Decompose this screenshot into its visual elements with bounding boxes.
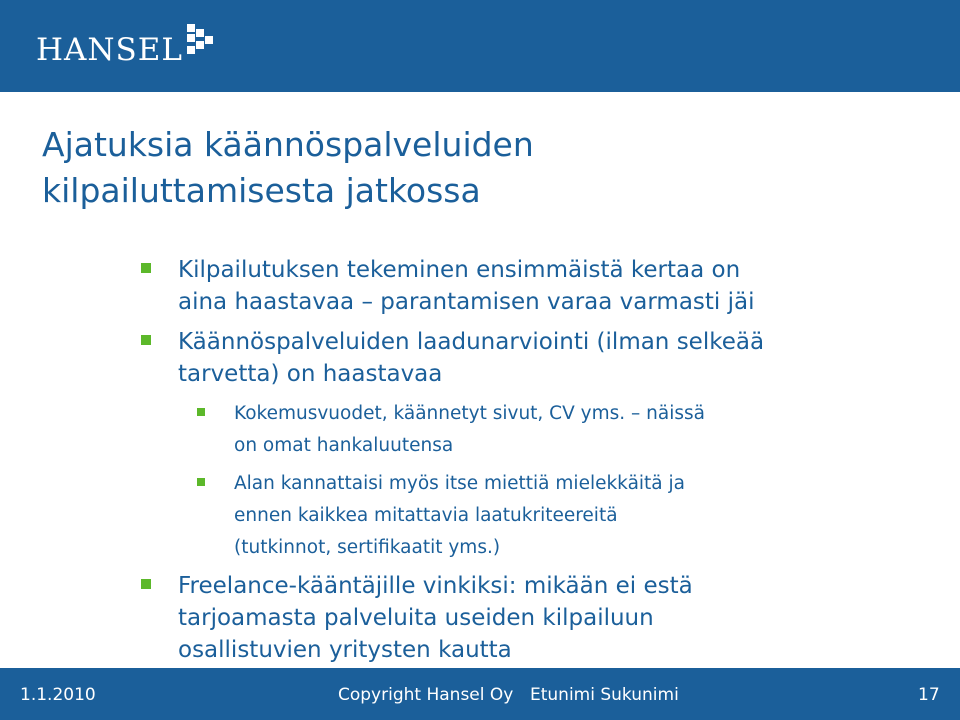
bullet-item bbox=[0, 254, 858, 318]
bullet-item bbox=[0, 570, 858, 666]
bullet-item bbox=[0, 326, 858, 390]
slide-title bbox=[42, 122, 922, 214]
bullet-line: aina haastavaa – parantamisen varaa varmasti jäi bbox=[178, 289, 755, 315]
bullet-square-icon bbox=[141, 579, 151, 589]
footer-copyright: Copyright Hansel Oy bbox=[338, 685, 514, 705]
slide-footer bbox=[0, 668, 960, 720]
bullet-line: (tutkinnot, sertifikaatit yms.) bbox=[234, 537, 501, 558]
page-number: 17 bbox=[918, 685, 940, 705]
bullet-square-icon bbox=[197, 408, 205, 416]
footer-date: 1.1.2010 bbox=[20, 685, 96, 705]
footer-author: Etunimi Sukunimi bbox=[530, 685, 679, 705]
bullet-line: ennen kaikkea mitattavia laatukriteereitä bbox=[234, 505, 618, 526]
bullet-line: Käännöspalveluiden laadunarviointi (ilman selkeää bbox=[178, 329, 765, 355]
bullet-line: Kokemusvuodet, käännetyt sivut, CV yms. – näissä bbox=[234, 403, 705, 424]
slide-header bbox=[0, 0, 960, 92]
bullet-square-icon bbox=[141, 263, 151, 273]
slide-body bbox=[0, 254, 960, 674]
bullet-line: Alan kannattaisi myös itse miettiä mielekkäitä ja bbox=[234, 473, 685, 494]
bullet-line: osallistuvien yritysten kautta bbox=[178, 637, 512, 663]
hansel-logo bbox=[36, 24, 213, 72]
bullet-square-icon bbox=[141, 335, 151, 345]
logo-text: HANSEL bbox=[36, 32, 183, 68]
bullet-line: Freelance-kääntäjille vinkiksi: mikään ei estä bbox=[178, 573, 693, 599]
bullet-line: Kilpailutuksen tekeminen ensimmäistä kertaa on bbox=[178, 257, 741, 283]
logo-mark-icon bbox=[187, 24, 213, 58]
bullet-line: on omat hankaluutensa bbox=[234, 435, 454, 456]
bullet-square-icon bbox=[197, 478, 205, 486]
bullet-line: tarjoamasta palveluita useiden kilpailuun bbox=[178, 605, 654, 631]
sub-bullet-item bbox=[0, 398, 874, 462]
title-line-1: Ajatuksia käännöspalveluiden bbox=[42, 125, 534, 164]
title-line-2: kilpailuttamisesta jatkossa bbox=[42, 171, 481, 210]
bullet-line: tarvetta) on haastavaa bbox=[178, 361, 443, 387]
sub-bullet-item bbox=[0, 468, 874, 564]
